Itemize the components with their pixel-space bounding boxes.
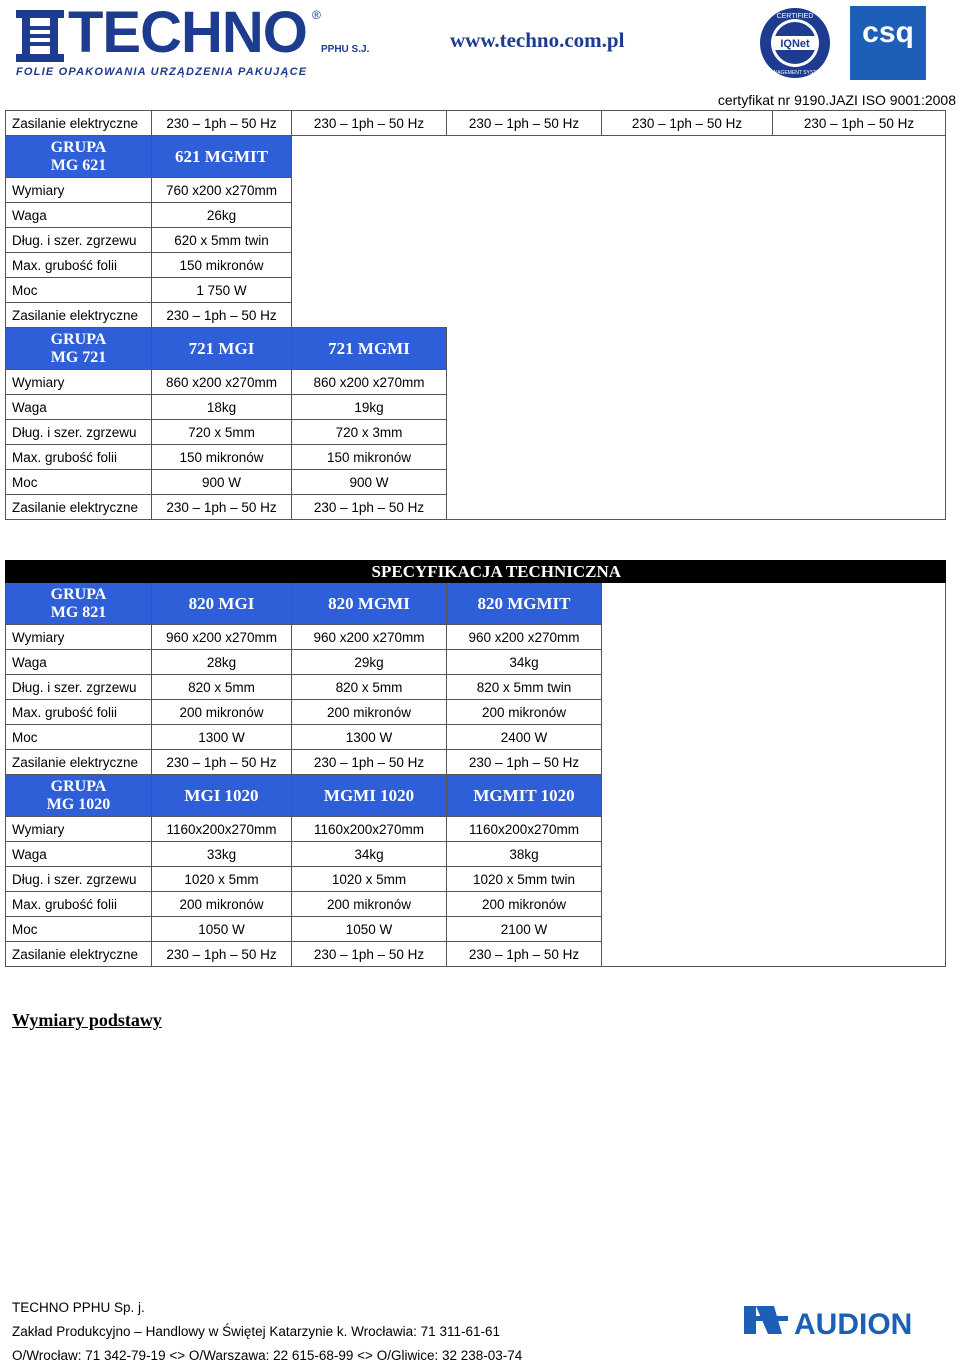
spec-value: 18kg (152, 395, 292, 420)
row-label: Waga (6, 203, 152, 228)
spec-value: 230 – 1ph – 50 Hz (292, 111, 447, 136)
spec-value: 230 – 1ph – 50 Hz (602, 111, 773, 136)
spec-table-top (5, 110, 946, 520)
row-label: Zasilanie elektryczne (6, 750, 152, 775)
spec-value: 230 – 1ph – 50 Hz (152, 495, 292, 520)
spec-value: 1160x200x270mm (447, 817, 602, 842)
spec-banner-row (6, 561, 946, 583)
table-row (6, 675, 946, 700)
row-label: Moc (6, 278, 152, 303)
spec-value: 1300 W (152, 725, 292, 750)
model-name: MGI 1020 (152, 775, 292, 817)
spec-value: 1160x200x270mm (152, 817, 292, 842)
spec-value: 33kg (152, 842, 292, 867)
footer-company-name: TECHNO PPHU Sp. j. (12, 1300, 145, 1315)
spec-value: 200 mikronów (152, 700, 292, 725)
spec-value: 200 mikronów (152, 892, 292, 917)
model-name: MGMI 1020 (292, 775, 447, 817)
spec-value: 200 mikronów (292, 700, 447, 725)
table-row (6, 817, 946, 842)
spec-value: 230 – 1ph – 50 Hz (152, 750, 292, 775)
row-label: Wymiary (6, 178, 152, 203)
row-label: Moc (6, 470, 152, 495)
row-label: Wymiary (6, 625, 152, 650)
spec-banner-title: SPECYFIKACJA TECHNICZNA (6, 561, 946, 583)
section-heading-base-dimensions: Wymiary podstawy (12, 1010, 162, 1030)
spec-value: 150 mikronów (292, 445, 447, 470)
table-row (6, 178, 946, 203)
spec-value: 720 x 3mm (292, 420, 447, 445)
logo-wordmark: TECHNO (68, 0, 307, 65)
spec-value: 230 – 1ph – 50 Hz (773, 111, 946, 136)
table-row (6, 228, 946, 253)
audion-label: AUDION (794, 1308, 913, 1338)
group-name: GRUPA MG 1020 (6, 775, 152, 817)
row-label: Moc (6, 725, 152, 750)
row-label: Waga (6, 650, 152, 675)
group-name: GRUPA MG 721 (6, 328, 152, 370)
table-row (6, 370, 946, 395)
spec-value: 1020 x 5mm twin (447, 867, 602, 892)
table-row (6, 750, 946, 775)
group-name: GRUPA MG 821 (6, 583, 152, 625)
table-row (6, 867, 946, 892)
spec-value: 960 x200 x270mm (292, 625, 447, 650)
row-label: Dług. i szer. zgrzewu (6, 228, 152, 253)
row-label: Zasilanie elektryczne (6, 495, 152, 520)
spec-value: 230 – 1ph – 50 Hz (152, 942, 292, 967)
spec-value: 29kg (292, 650, 447, 675)
registered-mark: ® (312, 8, 321, 22)
page-header (0, 0, 960, 110)
table-row (6, 111, 946, 136)
spec-value: 900 W (152, 470, 292, 495)
row-label: Wymiary (6, 817, 152, 842)
spec-value: 720 x 5mm (152, 420, 292, 445)
table-row (6, 842, 946, 867)
spec-value: 230 – 1ph – 50 Hz (447, 750, 602, 775)
audion-logo-icon (744, 1302, 956, 1338)
table-row (6, 203, 946, 228)
spec-value: 860 x200 x270mm (152, 370, 292, 395)
table-row (6, 892, 946, 917)
spec-value: 1050 W (292, 917, 447, 942)
row-label: Dług. i szer. zgrzewu (6, 675, 152, 700)
spec-value: 230 – 1ph – 50 Hz (292, 942, 447, 967)
csq-label: csq (862, 16, 914, 49)
spec-value: 34kg (447, 650, 602, 675)
table-row (6, 700, 946, 725)
spec-value: 28kg (152, 650, 292, 675)
row-label: Moc (6, 917, 152, 942)
row-label: Zasilanie elektryczne (6, 303, 152, 328)
group-header-row (6, 328, 946, 370)
row-label: Zasilanie elektryczne (6, 942, 152, 967)
model-name: 721 MGI (152, 328, 292, 370)
spec-value: 150 mikronów (152, 445, 292, 470)
group-header-row (6, 583, 946, 625)
model-name: 621 MGMIT (152, 136, 292, 178)
table-row (6, 253, 946, 278)
spec-value: 230 – 1ph – 50 Hz (152, 111, 292, 136)
footer-branch-contacts: O/Wrocław: 71 342-79-19 <> O/Warszawa: 22 615-68-99 <> O/Gliwice: 32 238-03-74 (12, 1348, 523, 1361)
techno-logo[interactable] (16, 0, 386, 80)
spec-value: 26kg (152, 203, 292, 228)
spec-value: 200 mikronów (447, 892, 602, 917)
table-row (6, 420, 946, 445)
spec-value: 1 750 W (152, 278, 292, 303)
spec-value: 1050 W (152, 917, 292, 942)
spec-value: 960 x200 x270mm (152, 625, 292, 650)
table-row (6, 278, 946, 303)
model-name: 820 MGMIT (447, 583, 602, 625)
table-row (6, 470, 946, 495)
row-label: Dług. i szer. zgrzewu (6, 867, 152, 892)
row-label: Max. grubość folii (6, 892, 152, 917)
spec-value: 34kg (292, 842, 447, 867)
table-row (6, 942, 946, 967)
row-label: Dług. i szer. zgrzewu (6, 420, 152, 445)
table-row (6, 445, 946, 470)
iqnet-top-label: CERTIFIED (776, 13, 814, 20)
row-label: Waga (6, 395, 152, 420)
spec-value: 19kg (292, 395, 447, 420)
table-row (6, 495, 946, 520)
csq-logo-icon (850, 6, 926, 80)
spec-value: 230 – 1ph – 50 Hz (292, 750, 447, 775)
spec-value: 960 x200 x270mm (447, 625, 602, 650)
iqnet-certified-badge-icon (758, 6, 832, 80)
table-row (6, 725, 946, 750)
spec-value: 820 x 5mm (292, 675, 447, 700)
model-name: 820 MGI (152, 583, 292, 625)
logo-company-form: PPHU S.J. (321, 44, 370, 55)
row-label: Zasilanie elektryczne (6, 111, 152, 136)
spec-value: 1020 x 5mm (152, 867, 292, 892)
spec-value: 200 mikronów (447, 700, 602, 725)
spec-value: 230 – 1ph – 50 Hz (447, 942, 602, 967)
spec-value: 230 – 1ph – 50 Hz (152, 303, 292, 328)
table-row (6, 625, 946, 650)
spec-value: 38kg (447, 842, 602, 867)
logo-tagline: FOLIE OPAKOWANIA URZĄDZENIA PAKUJĄCE (16, 66, 308, 78)
spec-table-technical (5, 560, 946, 967)
model-name: MGMIT 1020 (447, 775, 602, 817)
page-footer (12, 1296, 522, 1361)
row-label: Max. grubość folii (6, 700, 152, 725)
spec-value: 230 – 1ph – 50 Hz (447, 111, 602, 136)
model-name: 721 MGMI (292, 328, 447, 370)
row-label: Waga (6, 842, 152, 867)
spec-value: 1300 W (292, 725, 447, 750)
spec-value: 900 W (292, 470, 447, 495)
spec-value: 150 mikronów (152, 253, 292, 278)
spec-value: 1020 x 5mm (292, 867, 447, 892)
group-name: GRUPA MG 621 (6, 136, 152, 178)
spec-value: 2100 W (447, 917, 602, 942)
website-link[interactable]: www.techno.com.pl (450, 28, 625, 52)
row-label: Max. grubość folii (6, 253, 152, 278)
table-row (6, 303, 946, 328)
row-label: Max. grubość folii (6, 445, 152, 470)
group-header-row (6, 775, 946, 817)
spec-value: 820 x 5mm (152, 675, 292, 700)
spec-value: 760 x200 x270mm (152, 178, 292, 203)
spec-value: 230 – 1ph – 50 Hz (292, 495, 447, 520)
row-label: Wymiary (6, 370, 152, 395)
table-row (6, 395, 946, 420)
footer-plant-contact: Zakład Produkcyjno – Handlowy w Świętej Katarzynie k. Wrocławia: 71 311-61-61 (12, 1324, 500, 1339)
table-row (6, 917, 946, 942)
spec-value: 620 x 5mm twin (152, 228, 292, 253)
techno-logo-mark-icon (16, 10, 64, 62)
model-name: 820 MGMI (292, 583, 447, 625)
spec-value: 2400 W (447, 725, 602, 750)
iqnet-label: IQNet (780, 38, 810, 50)
spec-value: 820 x 5mm twin (447, 675, 602, 700)
iqnet-bottom-label: MANAGEMENT SYSTEM (766, 70, 824, 76)
spec-value: 200 mikronów (292, 892, 447, 917)
spec-value: 1160x200x270mm (292, 817, 447, 842)
table-row (6, 650, 946, 675)
group-header-row (6, 136, 946, 178)
spec-value: 860 x200 x270mm (292, 370, 447, 395)
iso-certificate-text: certyfikat nr 9190.JAZI ISO 9001:2008 (717, 92, 956, 108)
